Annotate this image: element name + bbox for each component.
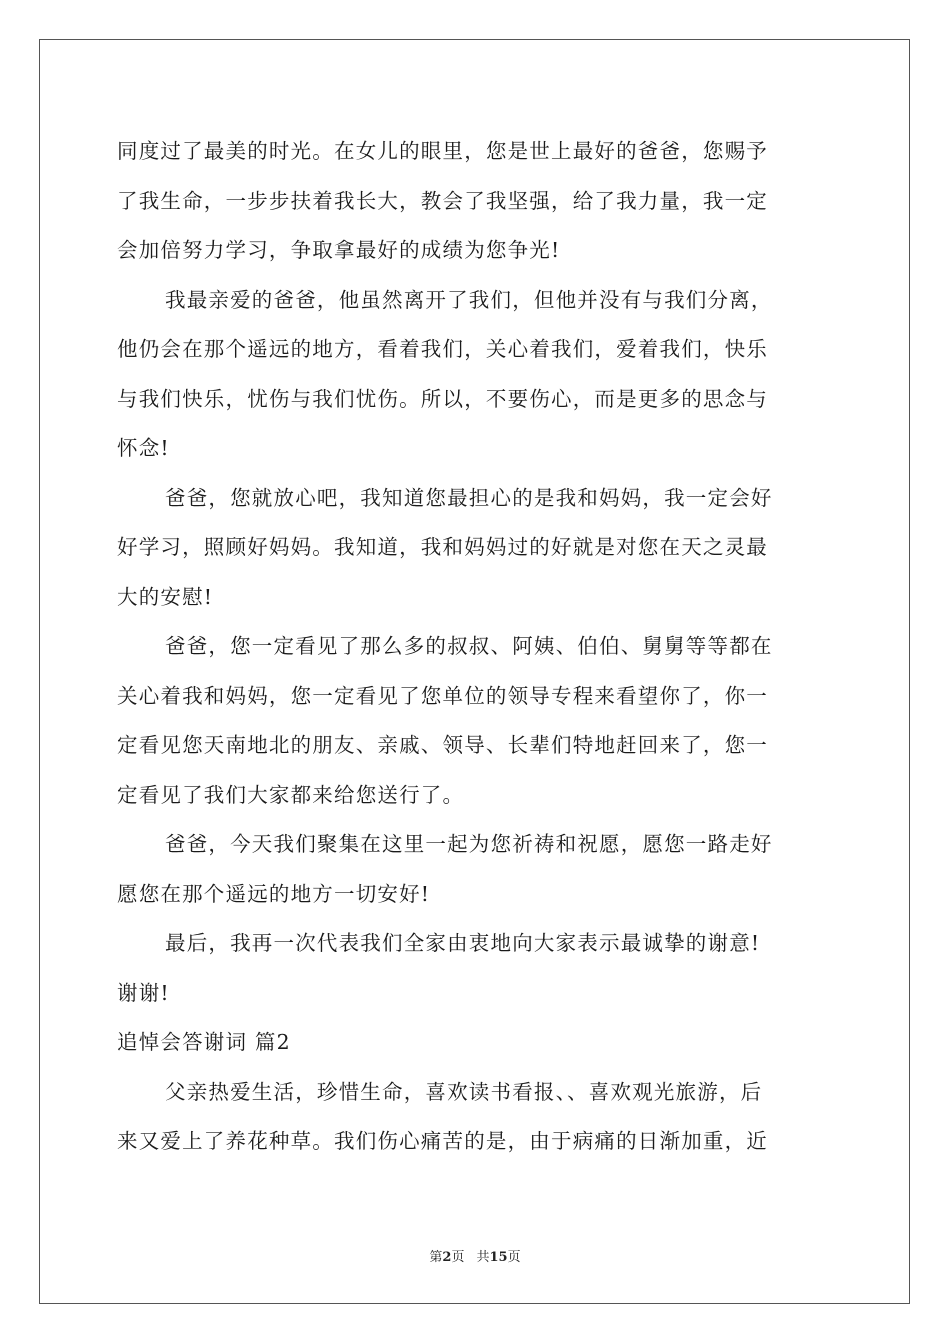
page-prefix: 第 [429,1250,443,1265]
text-line: 大的安慰! [117,584,214,609]
text-line: 关心着我和妈妈，您一定看见了您单位的领导专程来看望你了，你一 [117,683,768,708]
paragraph-start-line: 父亲热爱生活，珍惜生命，喜欢读书看报、、喜欢观光旅游，后 [165,1079,763,1104]
total-prefix: 共 [476,1250,490,1265]
text-line: 他仍会在那个遥远的地方，看着我们，关心着我们，爱着我们，快乐 [117,337,768,361]
text-line: 同度过了最美的时光。在女儿的眼里，您是世上最好的爸爸，您赐予 [117,139,768,163]
page-number: 2 [442,1250,452,1265]
text-line: 来又爱上了养花种草。我们伤心痛苦的是，由于病痛的日渐加重，近 [117,1129,768,1153]
page-footer [0,1246,950,1265]
paragraph-start-line: 爸爸，您一定看见了那么多的叔叔、阿姨、伯伯、舅舅等等都在 [165,634,773,658]
total-pages: 15 [489,1250,508,1265]
text-line: 好学习，照顾好妈妈。我知道，我和妈妈过的好就是对您在天之灵最 [117,535,768,559]
text-line: 定看见了我们大家都来给您送行了。 [117,782,465,807]
total-suffix: 页 [507,1250,521,1265]
text-line: 谢谢! [117,980,170,1005]
paragraph-start-line: 最后，我再一次代表我们全家由衷地向大家表示最诚挚的谢意! [165,931,761,955]
text-line: 怀念! [117,436,170,460]
paragraph-start-line: 爸爸，今天我们聚集在这里一起为您祈祷和祝愿，愿您一路走好 [165,832,773,856]
text-line: 会加倍努力学习，争取拿最好的成绩为您争光! [117,238,561,262]
text-line: 与我们快乐，忧伤与我们忧伤。所以，不要伤心，而是更多的思念与 [117,386,768,411]
text-line: 定看见您天南地北的朋友、亲戚、领导、长辈们特地赶回来了，您一 [117,733,768,757]
paragraph-start-line: 爸爸，您就放心吧，我知道您最担心的是我和妈妈，我一定会好 [165,485,773,510]
text-line: 了我生命，一步步扶着我长大，教会了我坚强，给了我力量，我一定 [117,188,768,213]
section-heading: 追悼会答谢词 篇2 [117,1030,291,1054]
text-line: 愿您在那个遥远的地方一切安好! [117,881,431,906]
document-body [117,127,833,1167]
paragraph-start-line: 我最亲爱的爸爸，他虽然离开了我们，但他并没有与我们分离， [165,287,773,312]
page-suffix: 页 [451,1250,465,1265]
